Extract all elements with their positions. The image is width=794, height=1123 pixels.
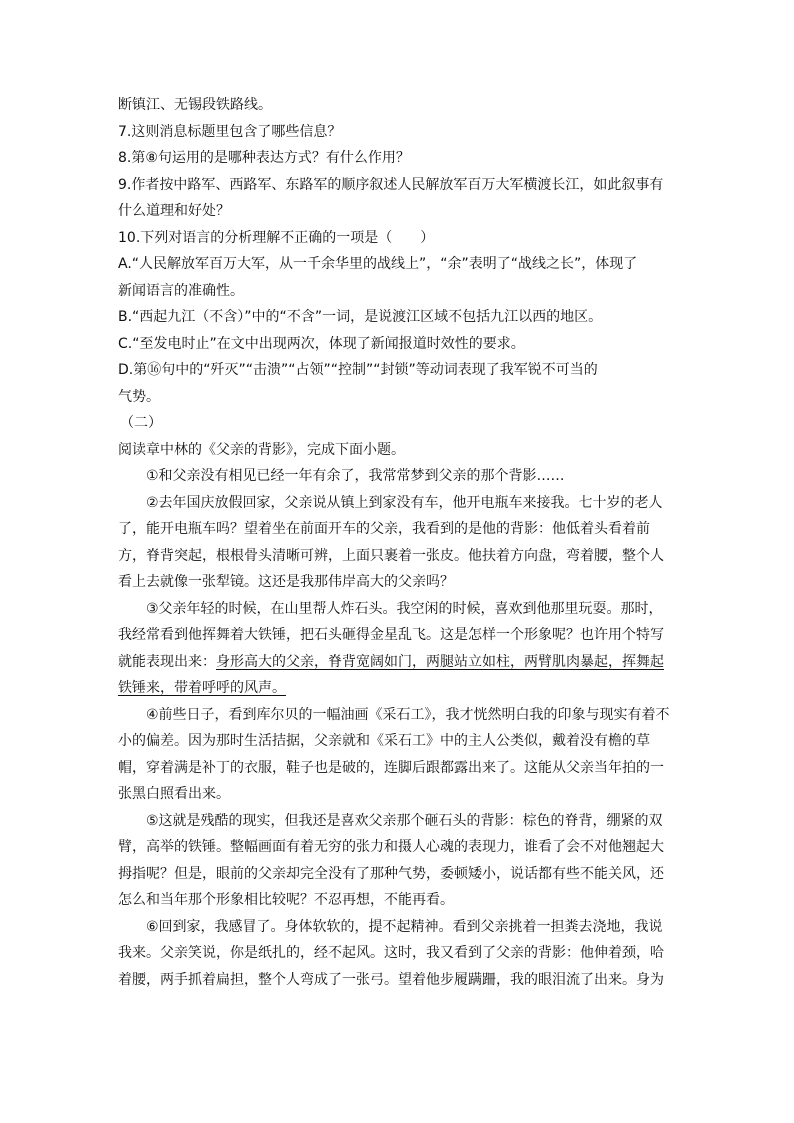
option-d-cont: 气势。	[118, 388, 160, 405]
paragraph-2-line: 看上去就像一张犁镜。这还是我那伟岸高大的父亲吗？	[118, 574, 454, 590]
question-8: 8.第⑧句运用的是哪种表达方式？有什么作用？	[118, 150, 410, 166]
paragraph-2: ②去年国庆放假回家，父亲说从镇上到家没有车，他开电瓶车来接我。七十岁的老人	[146, 494, 663, 511]
paragraph-4-line: 帽，穿着满是补丁的衣服，鞋子也是破的，连脚后跟都露出来了。这能从父亲当年拍的一	[118, 759, 664, 776]
paragraph-6-line: 着腰，两手抓着扁担，整个人弯成了一张弓。望着他步履蹒跚，我的眼泪流了出来。身为	[118, 971, 664, 988]
option-c: C.“至发电时止”在文中出现两次，体现了新闻报道时效性的要求。	[118, 335, 525, 352]
paragraph-1: ①和父亲没有相见已经一年有余了，我常常梦到父亲的那个背影……	[146, 468, 565, 484]
section-title: （二）	[120, 415, 162, 431]
paragraph-3-line: 我经常看到他挥舞着大铁锤，把石头砸得金星乱飞。这是怎样一个形象呢？也许用个特写	[118, 627, 664, 643]
paragraph-6: ⑥回到家，我感冒了。身体软软的，提不起精神。看到父亲挑着一担粪去浇地，我说	[146, 918, 663, 935]
paragraph-3-prefix: 就能表现出来：	[118, 653, 216, 670]
paragraph-2-line: 方，脊背突起，根根骨头清晰可辨，上面只裹着一张皮。他扶着方向盘，弯着腰，整个人	[118, 547, 664, 564]
reading-instruction: 阅读章中林的《父亲的背影》，完成下面小题。	[118, 441, 405, 458]
paragraph-4-line: 张黑白照看出来。	[118, 786, 230, 802]
paragraph-5: ⑤这就是残酷的现实，但我还是喜欢父亲那个砸石头的背影：棕色的脊背，绷紧的双	[146, 812, 663, 829]
question-7: 7.这则消息标题里包含了哪些信息？	[118, 123, 342, 140]
question-9-cont: 什么道理和好处？	[118, 203, 230, 219]
question-9: 9.作者按中路军、西路军、东路军的顺序叙述人民解放军百万大军横渡长江，如此叙事有	[118, 176, 664, 193]
underlined-sentence: 身形高大的父亲，脊背宽阔如门，两腿站立如柱，两臂肌肉暴起，挥舞起	[216, 653, 664, 670]
paragraph-4: ④前些日子，看到库尔贝的一幅油画《采石工》，我才恍然明白我的印象与现实有着不	[146, 706, 670, 723]
paragraph-3-line-mixed	[118, 649, 678, 676]
paragraph-4-line: 小的偏差。因为那时生活拮据，父亲就和《采石工》中的主人公类似，戴着没有檐的草	[118, 733, 650, 749]
question-10: 10.下列对语言的分析理解不正确的一项是（ ）	[118, 229, 435, 246]
paragraph-5-line: 臂，高举的铁锤。整幅画面有着无穷的张力和摄人心魂的表现力，谁看了会不对他翘起大	[118, 839, 664, 855]
paragraph-6-line: 我来。父亲笑说，你是纸扎的，经不起风。这时，我又看到了父亲的背影：他伸着颈，哈	[118, 945, 664, 961]
document-page	[118, 92, 678, 993]
paragraph-2-line: 了，能开电瓶车吗？望着坐在前面开车的父亲，我看到的是他的背影：他低着头看着前	[118, 521, 650, 537]
option-a: A.“人民解放军百万大军，从一千余华里的战线上”，“余”表明了“战线之长”，体现了	[118, 256, 638, 272]
text-line: 断镇江、无锡段铁路线。	[118, 97, 272, 113]
paragraph-5-line: 拇指呢？但是，眼前的父亲却完全没有了那种气势，委顿矮小，说话都有些不能关风，还	[118, 865, 664, 882]
paragraph-5-line: 怎么和当年那个形象相比较呢？不忍再想，不能再看。	[118, 892, 454, 908]
option-d: D.第⑯句中的“歼灭”“击溃”“占领”“控制”“封锁”等动词表现了我军锐不可当的	[118, 362, 598, 378]
option-a-cont: 新闻语言的准确性。	[118, 282, 244, 299]
paragraph-3: ③父亲年轻的时候，在山里帮人炸石头。我空闲的时候，喜欢到他那里玩耍。那时，	[146, 600, 663, 617]
option-b: B.“西起九江（不含）”中的“不含”一词，是说渡江区域不包括九江以西的地区。	[118, 309, 603, 325]
paragraph-3-line-underlined	[118, 675, 678, 702]
underlined-sentence-cont: 铁锤来，带着呼呼的风声。	[118, 680, 286, 696]
